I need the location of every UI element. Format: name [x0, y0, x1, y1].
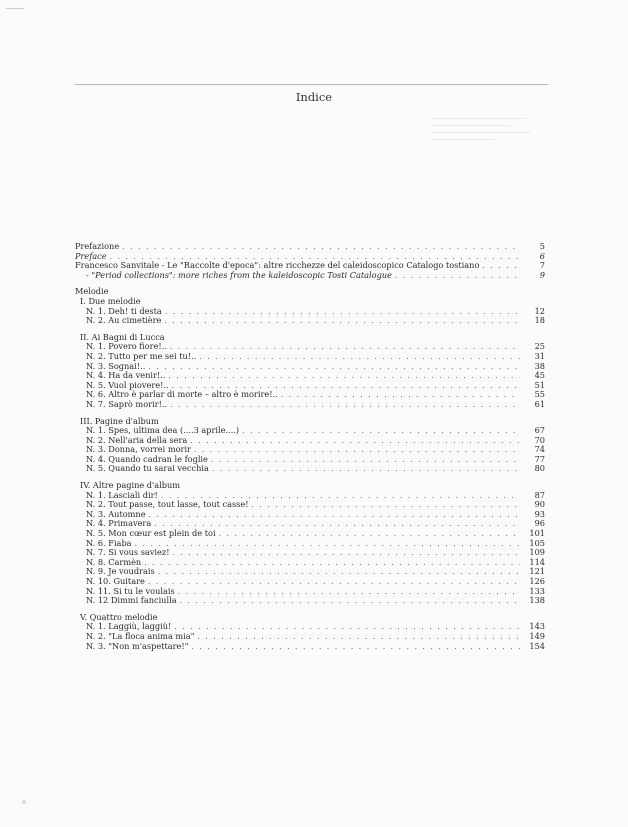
sections-list	[75, 297, 545, 651]
toc-entry-page-number: 154	[529, 640, 545, 651]
toc-entry-page-number: 18	[534, 315, 545, 326]
scan-corner-mark	[6, 8, 24, 9]
toc-entry-title: N. 2. "La floca anima mia"	[86, 630, 195, 641]
toc-section	[75, 326, 545, 410]
toc-entry-page-number: 93	[534, 508, 545, 519]
dot-leader	[281, 390, 520, 400]
toc-entry-title: N. 5. Quando tu sarai vecchia	[86, 463, 209, 474]
table-of-contents	[75, 242, 545, 651]
toc-entry-title: N. 7. Saprò morir!..	[86, 398, 168, 409]
page-title: Indice	[295, 90, 333, 104]
dot-leader	[242, 426, 520, 436]
toc-section	[75, 474, 545, 606]
section-heading: V. Quattro melodie	[80, 611, 158, 622]
toc-entry	[75, 316, 545, 326]
toc-entry-title: N. 12 Dimmi fanciulla	[86, 595, 177, 606]
toc-entry-title: Prefazione	[75, 241, 120, 251]
toc-entry-title: Francesco Sanvitale - Le "Raccolte d'epoca": altre ricchezze del caleidoscopico Catalogo tostiano	[75, 260, 480, 271]
toc-entry-title: Preface	[75, 250, 107, 261]
toc-entry-page-number: 70	[534, 434, 545, 445]
dot-leader	[219, 529, 520, 539]
toc-entry-page-number: 96	[534, 518, 545, 529]
toc-entry	[75, 548, 545, 558]
toc-entry-title: N. 11. Si tu le voulais	[86, 585, 175, 596]
toc-entry-title: N. 3. Automne	[86, 508, 146, 519]
section-heading: II. Ai Bagni di Lucca	[80, 331, 165, 342]
dot-leader	[158, 567, 520, 577]
toc-entry-title: N. 7. Si vous saviez!	[86, 547, 170, 558]
toc-entry	[75, 642, 545, 652]
toc-entry-page-number: 114	[529, 556, 545, 567]
toc-entry-title: N. 5. Vuol piovere!..	[86, 379, 169, 390]
dot-leader	[482, 261, 520, 271]
toc-entry-title: N. 2. Tout passe, tout lasse, tout casse!	[86, 499, 249, 510]
dot-leader	[197, 632, 520, 642]
toc-entry-title: N. 2. Au cimetière	[86, 315, 162, 326]
toc-entry-page-number: 80	[534, 463, 545, 474]
toc-entry-title: N. 3. Sognai!..	[86, 360, 146, 371]
toc-entry-title: N. 10. Guitare	[86, 576, 145, 586]
dot-leader	[149, 510, 520, 520]
dot-leader	[165, 307, 520, 317]
toc-entry-title: N. 4. Ha da venir!..	[86, 370, 166, 381]
section-heading: I. Due melodie	[80, 295, 141, 306]
dot-leader	[194, 445, 520, 455]
toc-entry-page-number: 143	[529, 621, 545, 632]
toc-entry-page-number: 5	[539, 241, 545, 251]
toc-entry-page-number: 90	[534, 499, 545, 510]
toc-entry-title: N. 3. "Non m'aspettare!"	[86, 640, 189, 651]
toc-entry-page-number: 55	[534, 389, 545, 400]
toc-entry-page-number: 87	[534, 489, 545, 500]
toc-entry-page-number: 31	[534, 350, 545, 361]
toc-section	[75, 410, 545, 475]
toc-entry-page-number: 25	[534, 341, 545, 352]
toc-entry-page-number: 74	[534, 444, 545, 455]
scan-speck	[22, 800, 26, 804]
dot-leader	[170, 400, 520, 410]
toc-entry-title: N. 1. Laggiù, laggiù!	[86, 621, 172, 632]
toc-entry-page-number: 149	[529, 630, 545, 641]
dot-leader	[135, 539, 520, 549]
toc-entry	[75, 400, 545, 410]
dot-leader	[180, 596, 520, 606]
toc-entry-page-number: 6	[539, 250, 545, 261]
dot-leader	[174, 622, 520, 632]
header-rule	[75, 84, 548, 85]
toc-entry-page-number: 77	[534, 453, 545, 464]
toc-entry-title: - "Period collections": more riches from the kaleidoscopic Tosti Catalogue	[86, 269, 392, 280]
toc-entry-title: N. 1. Lasciali dir!	[86, 489, 158, 500]
toc-entry	[75, 242, 545, 252]
dot-leader	[252, 500, 521, 510]
toc-entry-page-number: 133	[529, 585, 545, 596]
dot-leader	[173, 548, 521, 558]
dot-leader	[395, 271, 520, 281]
dot-leader	[122, 242, 520, 252]
dot-leader	[168, 371, 520, 381]
toc-entry-title: N. 8. Carmèn	[86, 556, 142, 567]
toc-entry-page-number: 101	[529, 528, 545, 539]
toc-entry-title: N. 5. Mon cœur est plein de toi	[86, 528, 216, 539]
dot-leader	[212, 464, 520, 474]
dot-leader	[144, 558, 520, 568]
toc-section	[75, 297, 545, 326]
dot-leader	[178, 587, 520, 597]
toc-entry	[75, 352, 545, 362]
toc-entry-page-number: 61	[534, 398, 545, 409]
toc-entry-title: N. 6. Fiaba	[86, 537, 132, 548]
toc-entry-title: N. 9. Je voudrais	[86, 566, 155, 577]
toc-entry-page-number: 67	[534, 425, 545, 436]
melodie-heading: Melodie	[75, 286, 109, 297]
section-heading: IV. Altre pagine d'album	[80, 480, 181, 491]
toc-entry-title: N. 2. Tutto per me sei tu!..	[86, 350, 197, 361]
toc-entry-page-number: 138	[529, 595, 545, 606]
toc-entry-page-number: 121	[529, 566, 545, 577]
toc-entry-page-number: 109	[529, 547, 545, 558]
toc-entry-title: N. 6. Altro è parlar di morte – altro è morire!..	[86, 389, 278, 400]
toc-entry-title: N. 1. Spes, ultima dea (....3 aprile....)	[86, 425, 240, 436]
toc-entry-page-number: 9	[539, 269, 545, 280]
toc-entry-page-number: 7	[539, 260, 545, 271]
dot-leader	[211, 455, 520, 465]
dot-leader	[190, 436, 520, 446]
dot-leader	[148, 362, 520, 372]
dot-leader	[191, 642, 520, 652]
dot-leader	[199, 352, 520, 362]
toc-entry	[75, 596, 545, 606]
toc-entry-title: N. 2. Nell'aria della sera	[86, 434, 188, 445]
toc-entry-title: N. 1. Povero fiore!..	[86, 341, 167, 352]
toc-entry-title: N. 4. Primavera	[86, 518, 152, 529]
toc-entry-title: N. 3. Donna, vorrei morir	[86, 444, 191, 455]
toc-entry-page-number: 126	[529, 576, 545, 586]
toc-entry	[75, 567, 545, 577]
toc-entry-page-number: 105	[529, 537, 545, 548]
dot-leader	[164, 316, 520, 326]
toc-entry-page-number: 45	[534, 370, 545, 381]
bleed-through-text	[432, 118, 536, 164]
toc-entry-title: N. 4. Quando cadran le foglie	[86, 453, 208, 464]
toc-entry-page-number: 38	[534, 360, 545, 371]
front-matter-list	[75, 242, 545, 280]
toc-entry	[75, 529, 545, 539]
section-heading: III. Pagine d'album	[80, 415, 159, 426]
dot-leader	[170, 342, 520, 352]
toc-entry	[75, 271, 545, 281]
toc-entry-page-number: 12	[534, 305, 545, 316]
dot-leader	[148, 577, 520, 587]
toc-entry-title: N. 1. Deh! ti desta	[86, 305, 162, 316]
toc-entry-page-number: 51	[534, 379, 545, 390]
toc-entry	[75, 464, 545, 474]
toc-section	[75, 606, 545, 651]
